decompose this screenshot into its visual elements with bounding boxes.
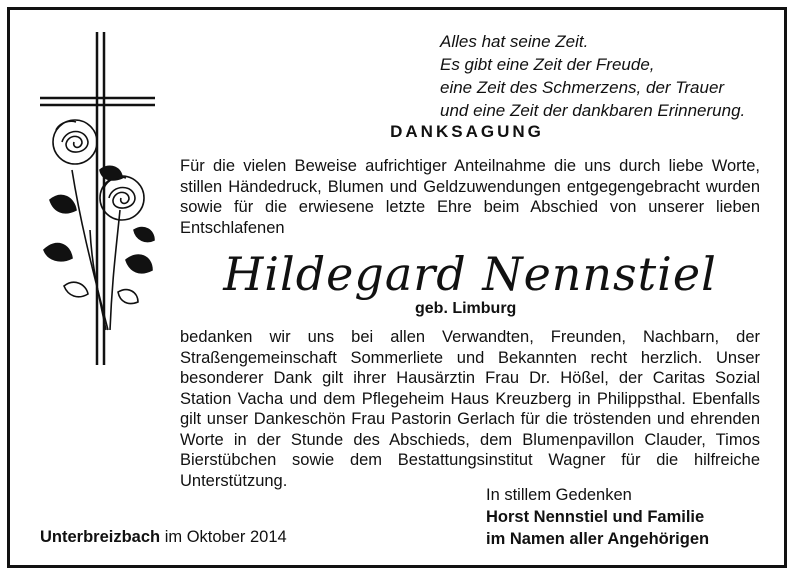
place: Unterbreizbach: [40, 528, 161, 546]
closing-line: In stillem Gedenken: [486, 486, 632, 504]
roses-icon: [44, 120, 154, 330]
intro-paragraph: Für die vielen Beweise aufrichtiger Anteilnahme die uns durch liebe Worte, stillen Händedruck, Blumen und Geldzuwendungen entgegengebracht wurden sowie für die erwiesene letzte Ehre beim Abschied von unserer lieben Entschlafenen: [180, 157, 760, 237]
notice-heading: DANKSAGUNG: [390, 122, 544, 141]
poem-line: Es gibt eine Zeit der Freude,: [440, 55, 655, 74]
relatives-signature: im Namen aller Angehörigen: [486, 530, 710, 548]
place-date: [40, 528, 287, 547]
thanks-paragraph: bedanken wir uns bei allen Verwandten, Freunden, Nachbarn, der Straßengemeinschaft Sommerliete und Bekannten recht herzlich. Unser besonderer Dank gilt ihrer Hausärztin Frau Dr. Hößel, der Caritas Sozial Station Vacha und dem Pflegeheim Haus Kreuzberg in Philippsthal. Ebenfalls gilt unser Dankeschön Frau Pastorin Gerlach für die tröstenden und ehrenden Worte in der Stunde des Abschieds, dem Blumenpavillon Clauder, Timos Bierstübchen sowie dem Bestattungsinstitut Wagner für die hilfreiche Unterstützung.: [180, 328, 760, 490]
poem-line: eine Zeit des Schmerzens, der Trauer: [440, 78, 725, 97]
deceased-name: Hildegard Nennstiel: [223, 247, 717, 301]
date: im Oktober 2014: [164, 528, 287, 546]
birth-name: geb. Limburg: [415, 300, 517, 317]
closing-block: [486, 484, 709, 550]
cross-with-roses-icon: [30, 30, 170, 370]
poem-line: Alles hat seine Zeit.: [440, 32, 589, 51]
family-signature: Horst Nennstiel und Familie: [486, 508, 705, 526]
poem: [440, 30, 745, 122]
poem-line: und eine Zeit der dankbaren Erinnerung.: [440, 101, 746, 120]
